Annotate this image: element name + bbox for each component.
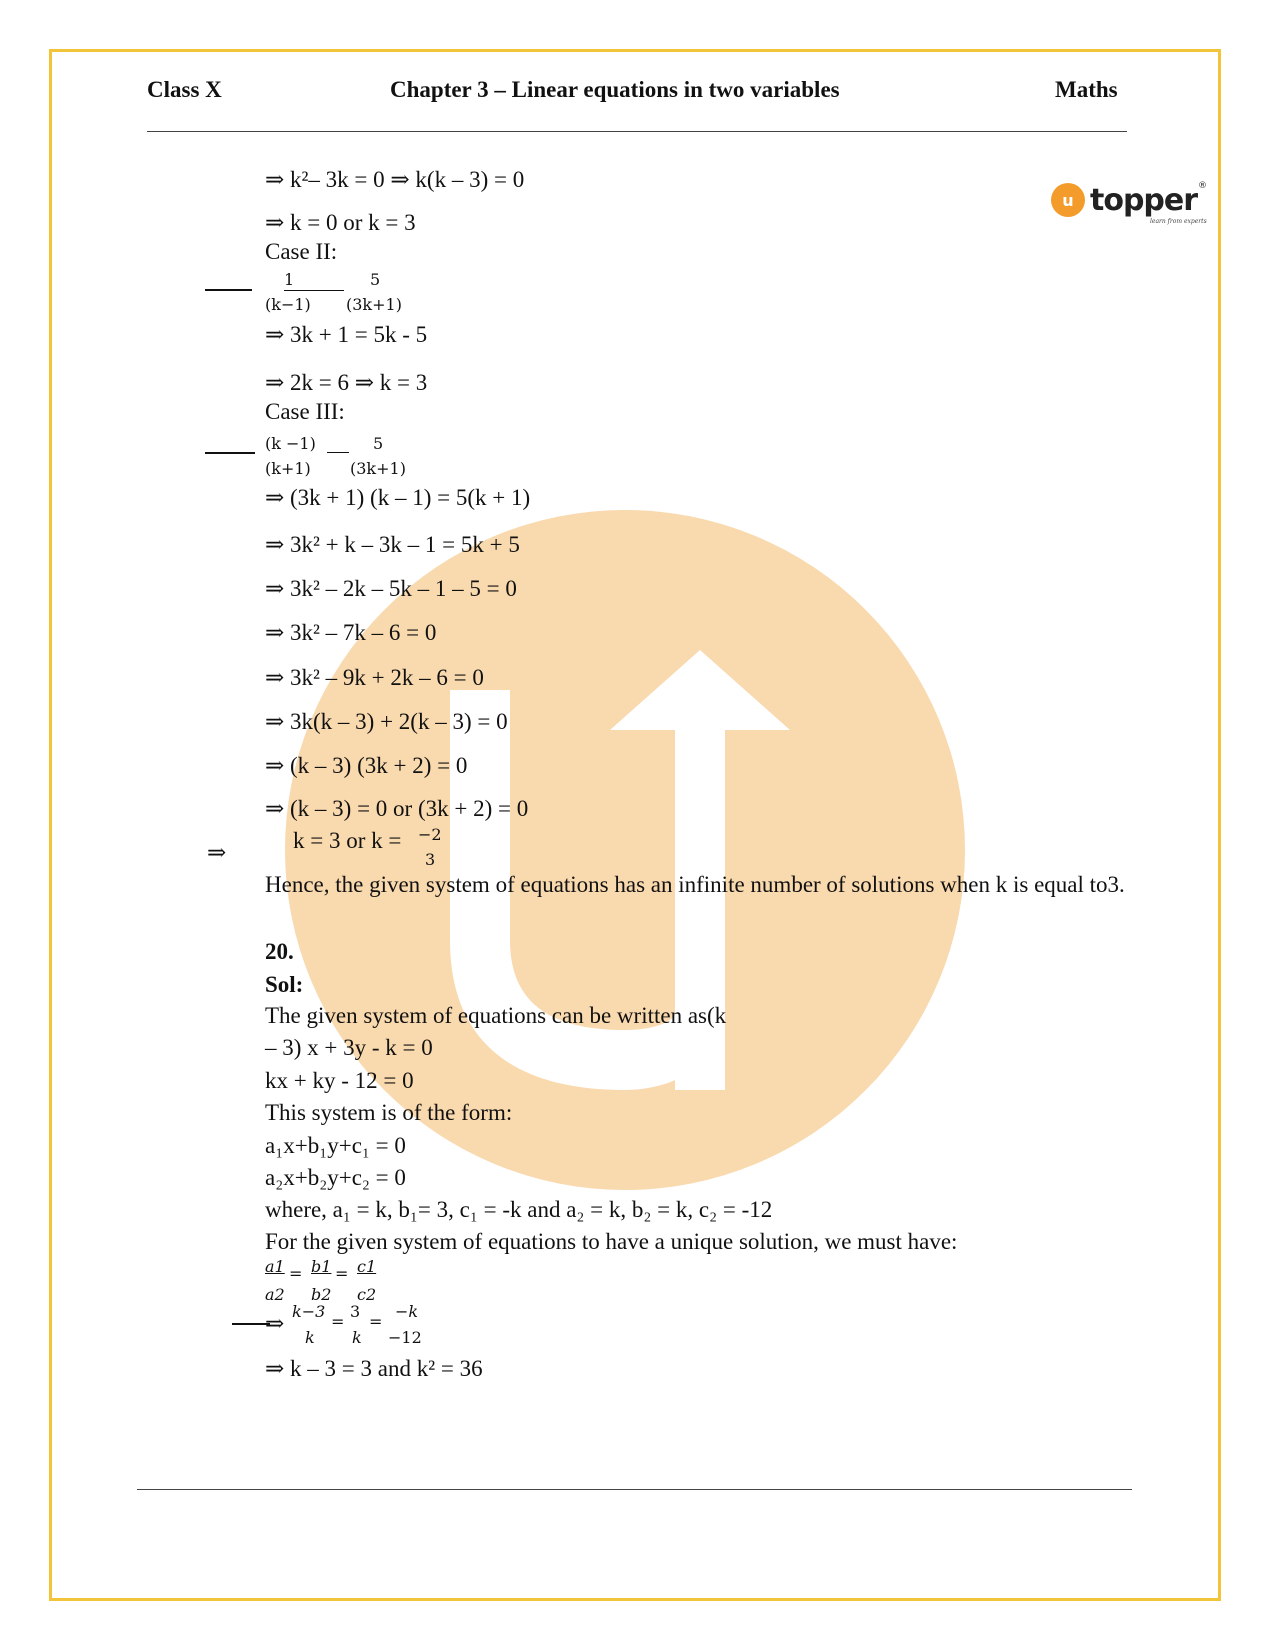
margin-dash [205, 452, 255, 454]
conclusion-text: Hence, the given system of equations has an infinite number of solutions when k is equal to3. [265, 872, 1125, 897]
line-k-squared: ⇒ k²– 3k = 0 ⇒ k(k – 3) = 0 [265, 167, 525, 192]
header-rule [147, 131, 1127, 132]
question-number: 20. [265, 939, 294, 964]
line-2k-equals-6: ⇒ 2k = 6 ⇒ k = 3 [265, 370, 428, 395]
final-line: ⇒ k – 3 = 3 and k² = 36 [265, 1356, 483, 1381]
fraction-numerator: k−3 [292, 1302, 326, 1321]
fraction-denominator: (k−1) [265, 295, 311, 314]
ratio-a2: a2 [265, 1285, 285, 1304]
implies-arrow: ⇒ [265, 1311, 285, 1336]
fraction-denominator: (3k+1) [346, 295, 402, 314]
header-class: Class X [147, 77, 222, 102]
svg-text:®: ® [1198, 181, 1207, 191]
line-factored: ⇒ (k – 3) (3k + 2) = 0 [265, 753, 468, 778]
svg-text:learn from experts: learn from experts [1150, 218, 1207, 225]
sol-line-3: kx + ky - 12 = 0 [265, 1068, 414, 1093]
line-quadratic: ⇒ 3k² – 7k – 6 = 0 [265, 620, 437, 645]
line-roots: ⇒ (k – 3) = 0 or (3k + 2) = 0 [265, 796, 529, 821]
fraction-numerator: 5 [373, 434, 384, 453]
fraction-denominator: −12 [388, 1328, 422, 1347]
line-expand-2: ⇒ 3k² + k – 3k – 1 = 5k + 5 [265, 532, 520, 557]
fraction-numerator: −2 [418, 825, 442, 844]
sol-line-6: a₂x+b₂y+c₂ = 0 [265, 1165, 406, 1190]
line-3k-plus-1: ⇒ 3k + 1 = 5k - 5 [265, 322, 428, 347]
line-expand-3: ⇒ 3k² – 2k – 5k – 1 – 5 = 0 [265, 576, 517, 601]
sol-line-7: where, a₁ = k, b₁= 3, c₁ = -k and a₂ = k, b₂ = k, c₂ = -12 [265, 1197, 773, 1222]
line-expand-1: ⇒ (3k + 1) (k – 1) = 5(k + 1) [265, 485, 531, 510]
sol-line-2: – 3) x + 3y - k = 0 [265, 1035, 433, 1060]
footer-rule [137, 1489, 1132, 1490]
sol-line-5: a₁x+b₁y+c₁ = 0 [265, 1133, 406, 1158]
case-ii-heading: Case II: [265, 239, 338, 264]
fraction-numerator: (k −1) [265, 434, 316, 453]
ratio-b2: b2 [311, 1285, 332, 1304]
ratio-c2: c2 [357, 1285, 377, 1304]
solution-label: Sol: [265, 972, 304, 997]
sol-line-1: The given system of equations can be written as(k [265, 1003, 727, 1028]
fraction-denominator: k [352, 1328, 362, 1347]
line-factor-group: ⇒ 3k(k – 3) + 2(k – 3) = 0 [265, 709, 508, 734]
fraction-numerator: 1 [284, 270, 295, 289]
fraction-numerator: 5 [370, 270, 381, 289]
fraction-numerator: −k [395, 1302, 419, 1321]
ratio-b1: b1 [311, 1257, 332, 1276]
ratio-a1: a1 [265, 1257, 285, 1276]
implies-arrow: ⇒ [207, 840, 227, 865]
fraction-denominator: k [305, 1328, 315, 1347]
line-split-middle: ⇒ 3k² – 9k + 2k – 6 = 0 [265, 665, 484, 690]
case-iii-heading: Case III: [265, 399, 345, 424]
fraction-denominator: (3k+1) [350, 459, 406, 478]
fraction-bar [284, 290, 344, 291]
line-k-values: k = 3 or k = [293, 828, 402, 853]
equals-bar [327, 452, 349, 453]
header-subject: Maths [1055, 77, 1118, 102]
margin-dash [205, 289, 252, 291]
svg-text:topper: topper [1090, 183, 1198, 218]
sol-line-8: For the given system of equations to have a unique solution, we must have: [265, 1229, 958, 1254]
sol-line-4: This system is of the form: [265, 1100, 513, 1125]
fraction-denominator: 3 [425, 850, 436, 869]
line-k-zero-or-three: ⇒ k = 0 or k = 3 [265, 210, 416, 235]
fraction-denominator: (k+1) [265, 459, 311, 478]
fraction-numerator: 3 [350, 1302, 361, 1321]
svg-text:u: u [1062, 191, 1074, 210]
header-chapter: Chapter 3 – Linear equations in two variables [390, 77, 840, 102]
ratio-c1: c1 [357, 1257, 377, 1276]
topper-logo-icon [1050, 180, 1205, 230]
